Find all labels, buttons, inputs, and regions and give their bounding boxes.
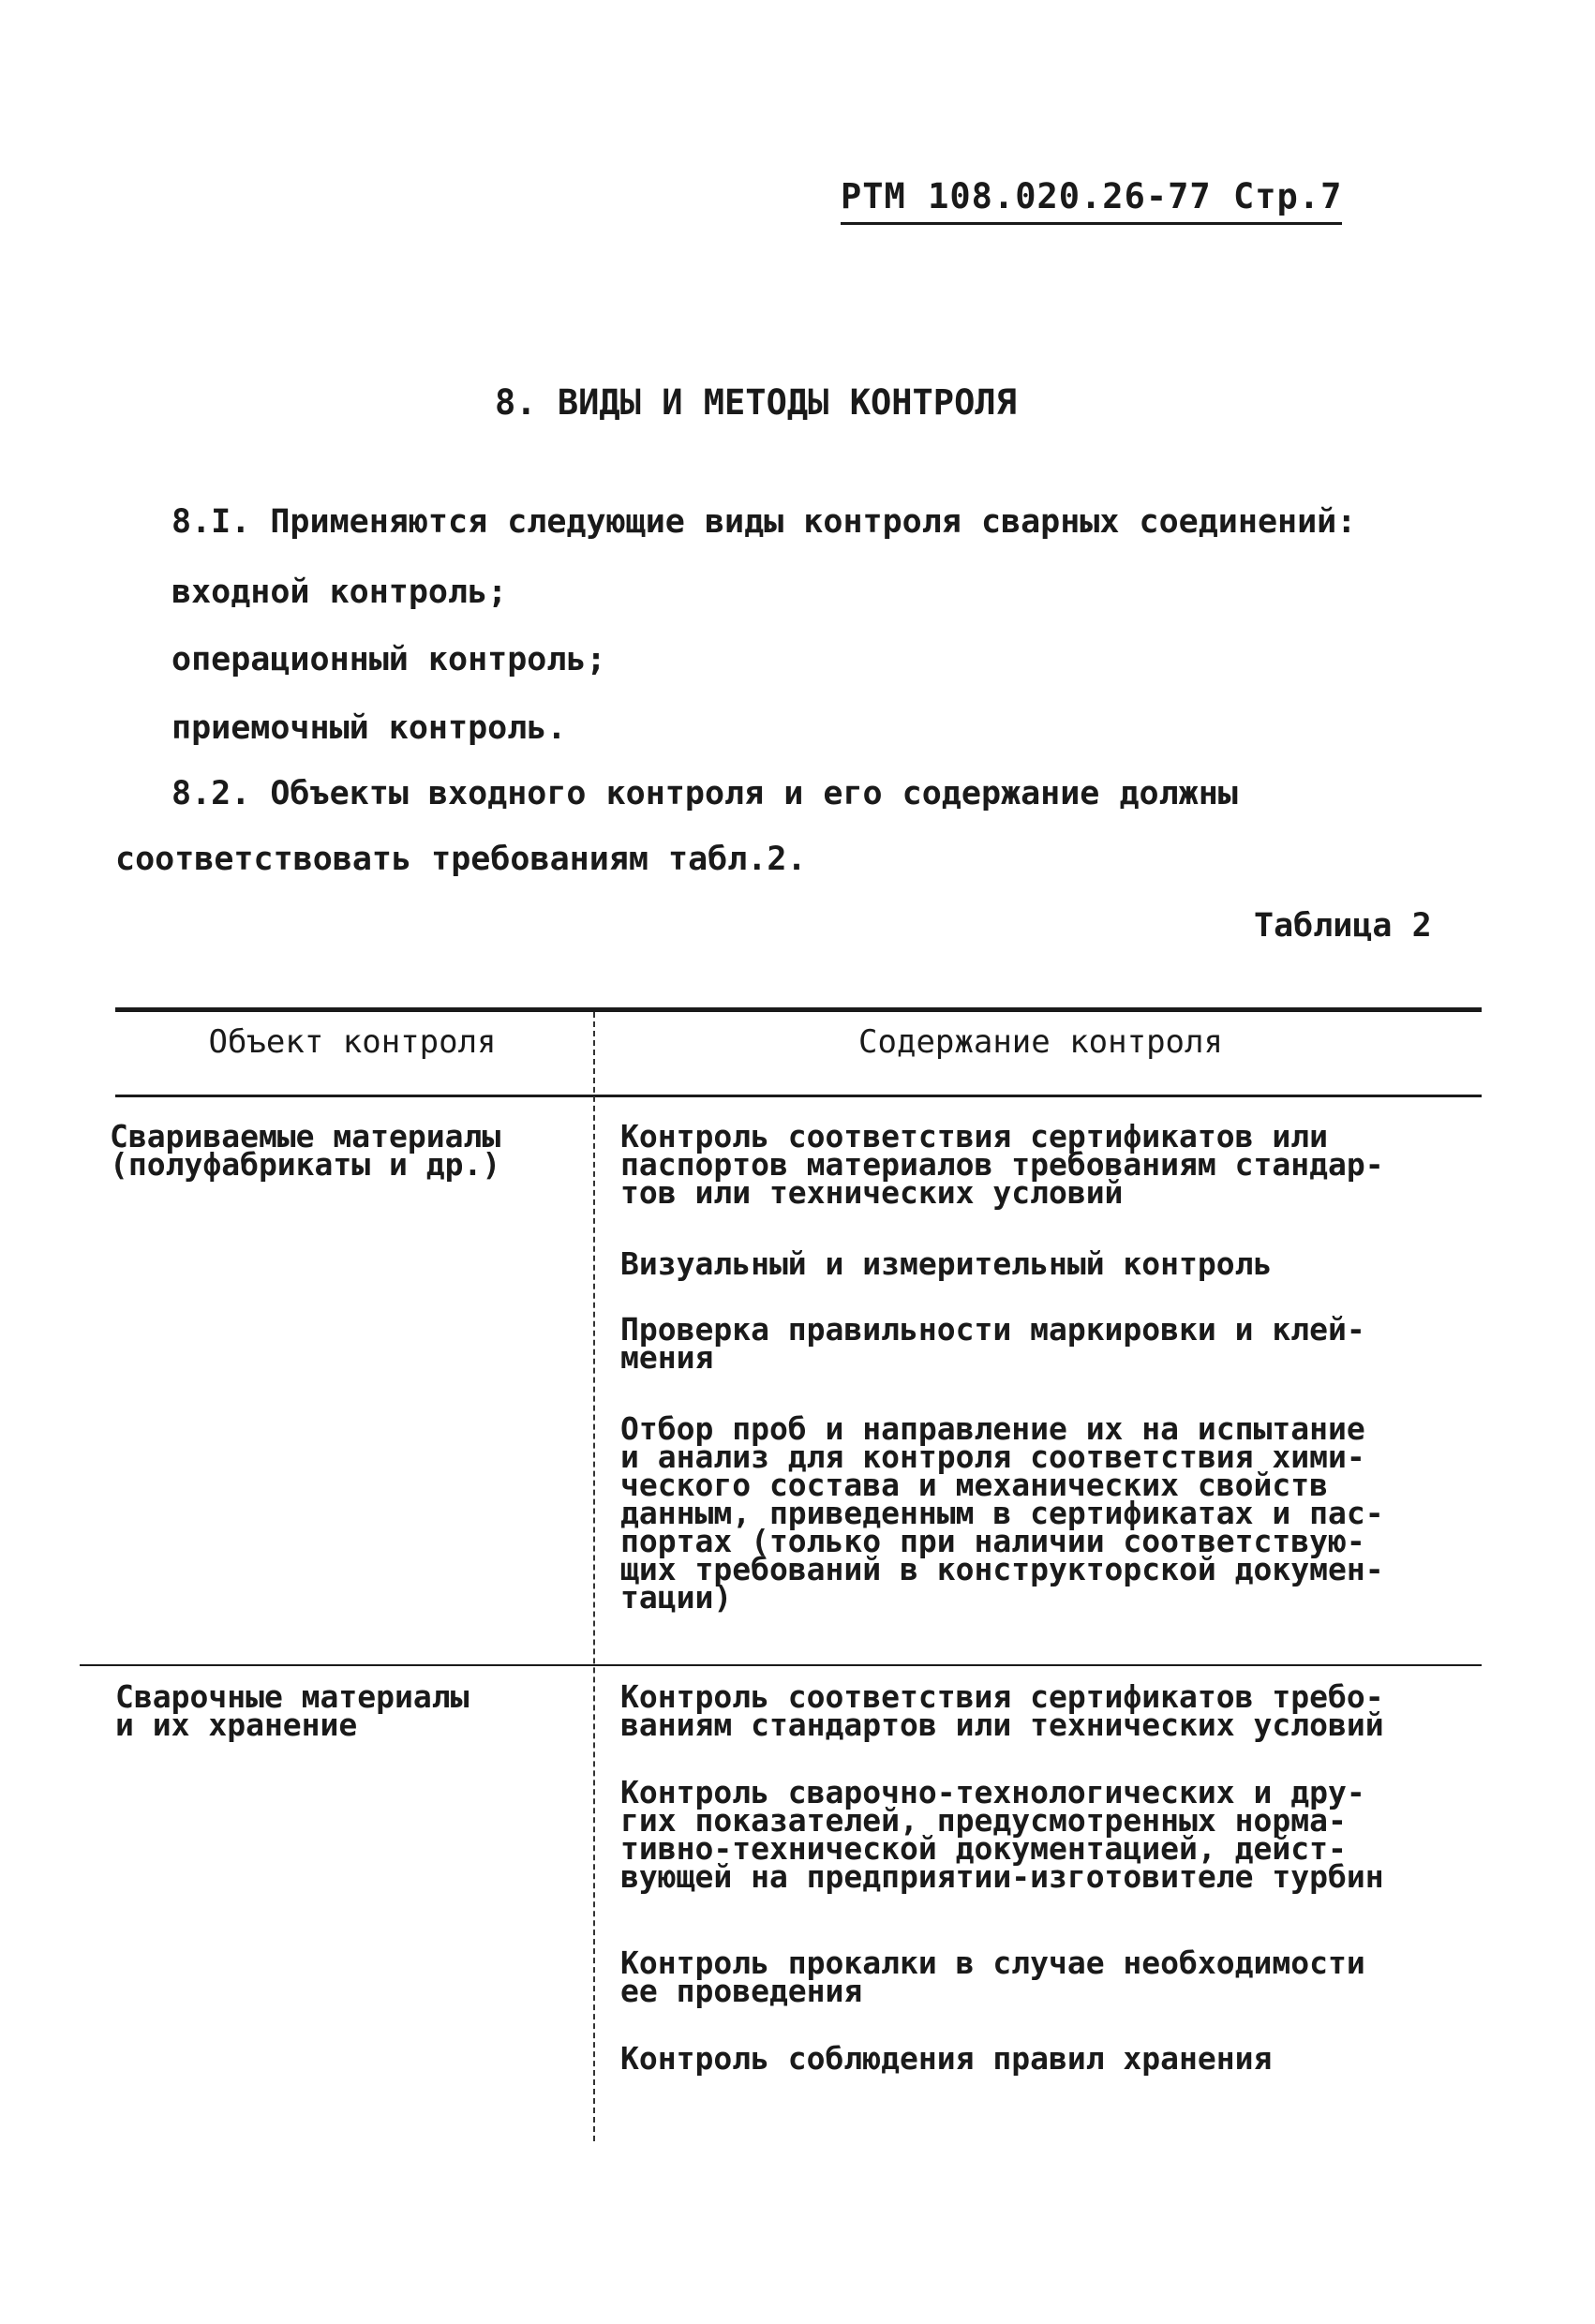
table-cell-object: Сварочные материалы и их хранение [115, 1678, 470, 1743]
paragraph-8-2: 8.2. Объекты входного контроля и его содержание должны [171, 775, 1238, 812]
table-column-divider [593, 1012, 595, 2141]
paragraph-8-1: 8.I. Применяются следующие виды контроля сварных соединений: [171, 503, 1357, 541]
control-type-item: входной контроль; [171, 574, 508, 611]
table-cell-content: Контроль сварочно-технологических и дру- гих показателей, предусмотренных норма- тивно-технической документацией, дейст- вующей на предприятии-изготовителе турбин [620, 1774, 1384, 1895]
table-header-content: Содержание контроля [858, 1023, 1223, 1061]
table-top-rule [115, 1007, 1482, 1012]
control-type-item: операционный контроль; [171, 641, 606, 678]
table-cell-content: Проверка правильности маркировки и клей- мения [620, 1311, 1365, 1376]
control-type-item: приемочный контроль. [171, 709, 567, 747]
table-label: Таблица 2 [1254, 907, 1432, 945]
table-header-object: Объект контроля [208, 1023, 497, 1061]
section-title: 8. ВИДЫ И МЕТОДЫ КОНТРОЛЯ [495, 382, 1017, 423]
table-cell-content: Контроль соответствия сертификатов или паспортов материалов требованиям стандар- тов или технических условий [620, 1118, 1384, 1211]
table-row-divider [80, 1664, 1482, 1666]
paragraph-8-2-cont: соответствовать требованиям табл.2. [115, 841, 807, 878]
table-cell-content: Контроль соблюдения правил хранения [620, 2040, 1273, 2077]
table-cell-content: Визуальный и измерительный контроль [620, 1245, 1273, 1282]
table-header-rule [115, 1095, 1482, 1097]
table-cell-content: Отбор проб и направление их на испытание и анализ для контроля соответствия хими- ческого состава и механических свойств данным, приведенным в сертификатах и пас- портах (только при наличии соответствую- щих требований в конструкторской докумен- тации) [620, 1410, 1384, 1616]
document-reference: РТМ 108.020.26-77 Стр.7 [841, 176, 1342, 225]
table-cell-content: Контроль прокалки в случае необходимости ее проведения [620, 1944, 1365, 2009]
table-cell-content: Контроль соответствия сертификатов требо- ваниям стандартов или технических условий [620, 1678, 1384, 1743]
table-cell-object: Свариваемые материалы (полуфабрикаты и др.) [110, 1118, 501, 1183]
